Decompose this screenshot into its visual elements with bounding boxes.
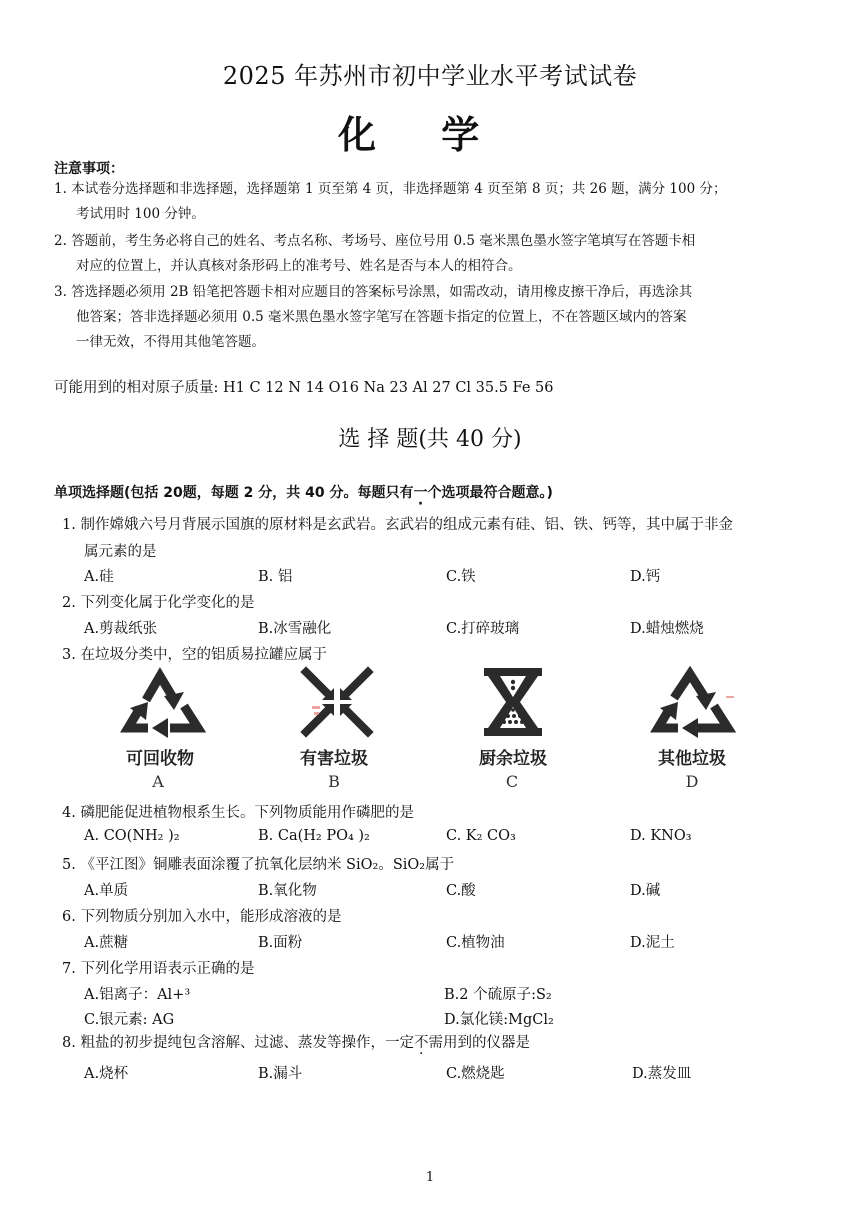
page-number: 1	[425, 1170, 435, 1185]
q1-option-d: D.钙	[630, 569, 661, 585]
notice-item-3-line-3: 一律无效，不得用其他笔答题。	[76, 334, 265, 350]
q5-option-d: D.碱	[630, 883, 661, 899]
icon-letter-b: B	[328, 772, 340, 791]
q6-stem: 6. 下列物质分别加入水中，能形成溶液的是	[62, 909, 342, 925]
q4-option-c: C. K₂ CO₃	[446, 828, 516, 844]
q4-option-b: B. Ca(H₂ PO₄ )₂	[258, 828, 370, 844]
q7-stem: 7. 下列化学用语表示正确的是	[62, 961, 255, 977]
atomic-masses: 可能用到的相对原子质量: H1 C 12 N 14 O16 Na 23 Al 27 Cl 35.5 Fe 56	[54, 380, 554, 396]
q5-option-a: A.单质	[84, 883, 129, 899]
q8-stem	[62, 1031, 530, 1052]
q4-option-d: D. KNO₃	[630, 828, 692, 844]
q8-option-b: B.漏斗	[258, 1066, 303, 1082]
q2-option-b: B.冰雪融化	[258, 621, 332, 637]
kitchen-waste-icon	[458, 666, 568, 738]
q8-option-d: D.蒸发皿	[632, 1066, 692, 1082]
section-instruction	[54, 482, 553, 502]
notice-item-3-line-1: 3. 答选择题必须用 2B 铅笔把答题卡相对应题目的答案标号涂黑，如需改动，请用橡皮擦干净后，再选涂其	[54, 284, 693, 300]
notice-item-1-line-1: 1. 本试卷分选择题和非选择题，选择题第 1 页至第 4 页，非选择题第 4 页至第 8 页；共 26 题，满分 100 分；	[54, 181, 727, 197]
icon-letter-a: A	[152, 772, 164, 791]
icon-label-b: 有害垃圾	[300, 749, 368, 769]
q2-option-d: D.蜡烛燃烧	[630, 621, 704, 637]
q4-option-a: A. CO(NH₂ )₂	[84, 828, 180, 844]
q8-option-c: C.燃烧匙	[446, 1066, 505, 1082]
instruction-emphasis: 有一个	[399, 485, 442, 501]
q1-stem-line-2: 属元素的是	[84, 544, 157, 560]
q5-option-c: C.酸	[446, 883, 476, 899]
subject-title: 化 学	[338, 112, 506, 157]
q8-option-a: A.烧杯	[84, 1066, 129, 1082]
q7-option-a: A.铝离子：Al+³	[84, 987, 191, 1003]
icon-letter-c: C	[505, 772, 519, 791]
q1-option-b: B. 铝	[258, 569, 293, 585]
instruction-post: 选项最符合题意。)	[441, 485, 553, 501]
q8-stem-post: 需用到的仪器是	[428, 1035, 530, 1051]
q1-stem-line-1: 1. 制作嫦娥六号月背展示国旗的原材料是玄武岩。玄武岩的组成元素有硅、铝、铁、钙等，其中属于非金	[62, 517, 733, 533]
q7-option-c: C.银元素: AG	[84, 1012, 175, 1028]
section-title: 选 择 题(共 40 分)	[338, 427, 522, 452]
q2-stem: 2. 下列变化属于化学变化的是	[62, 595, 255, 611]
q2-option-a: A.剪裁纸张	[84, 621, 158, 637]
q8-stem-emphasis: 不	[413, 1035, 429, 1051]
hazardous-icon	[282, 666, 392, 738]
notice-heading: 注意事项：	[54, 161, 124, 177]
instruction-pre: 单项选择题(包括 20题，每题 2 分，共 40 分。每题只	[54, 485, 400, 501]
icon-label-c: 厨余垃圾	[479, 749, 547, 769]
q5-stem: 5. 《平江图》铜雕表面涂覆了抗氧化层纳米 SiO₂。SiO₂属于	[62, 857, 455, 873]
q7-option-d: D.氯化镁:MgCl₂	[444, 1012, 554, 1028]
notice-item-1-line-2: 考试用时 100 分钟。	[76, 206, 205, 222]
q6-option-c: C.植物油	[446, 935, 505, 951]
notice-item-2-line-1: 2. 答题前，考生务必将自己的姓名、考点名称、考场号、座位号用 0.5 毫米黑色墨水签字笔填写在答题卡相	[54, 233, 696, 249]
q6-option-a: A.蔗糖	[84, 935, 129, 951]
q2-option-c: C.打碎玻璃	[446, 621, 520, 637]
notice-item-3-line-2: 他答案；答非选择题必须用 0.5 毫米黑色墨水签字笔写在答题卡指定的位置上，不在答题区域内的答案	[76, 309, 687, 325]
recycle-icon	[108, 666, 218, 738]
q8-stem-pre: 8. 粗盐的初步提纯包含溶解、过滤、蒸发等操作，一定	[62, 1035, 414, 1051]
q1-option-a: A.硅	[84, 569, 114, 585]
q6-option-b: B.面粉	[258, 935, 303, 951]
q1-option-c: C.铁	[446, 569, 476, 585]
q6-option-d: D.泥土	[630, 935, 675, 951]
q3-stem: 3. 在垃圾分类中，空的铝质易拉罐应属于	[62, 647, 327, 663]
icon-label-d: 其他垃圾	[658, 749, 726, 769]
notice-item-2-line-2: 对应的位置上，并认真核对条形码上的准考号、姓名是否与本人的相符合。	[76, 258, 522, 274]
other-waste-icon	[638, 666, 748, 738]
q5-option-b: B.氧化物	[258, 883, 317, 899]
icon-label-a: 可回收物	[126, 749, 194, 769]
exam-title: 2025 年苏州市初中学业水平考试试卷	[222, 62, 638, 90]
q7-option-b: B.2 个硫原子:S₂	[444, 987, 552, 1003]
q4-stem: 4. 磷肥能促进植物根系生长。下列物质能用作磷肥的是	[62, 805, 414, 821]
icon-letter-d: D	[685, 772, 699, 791]
